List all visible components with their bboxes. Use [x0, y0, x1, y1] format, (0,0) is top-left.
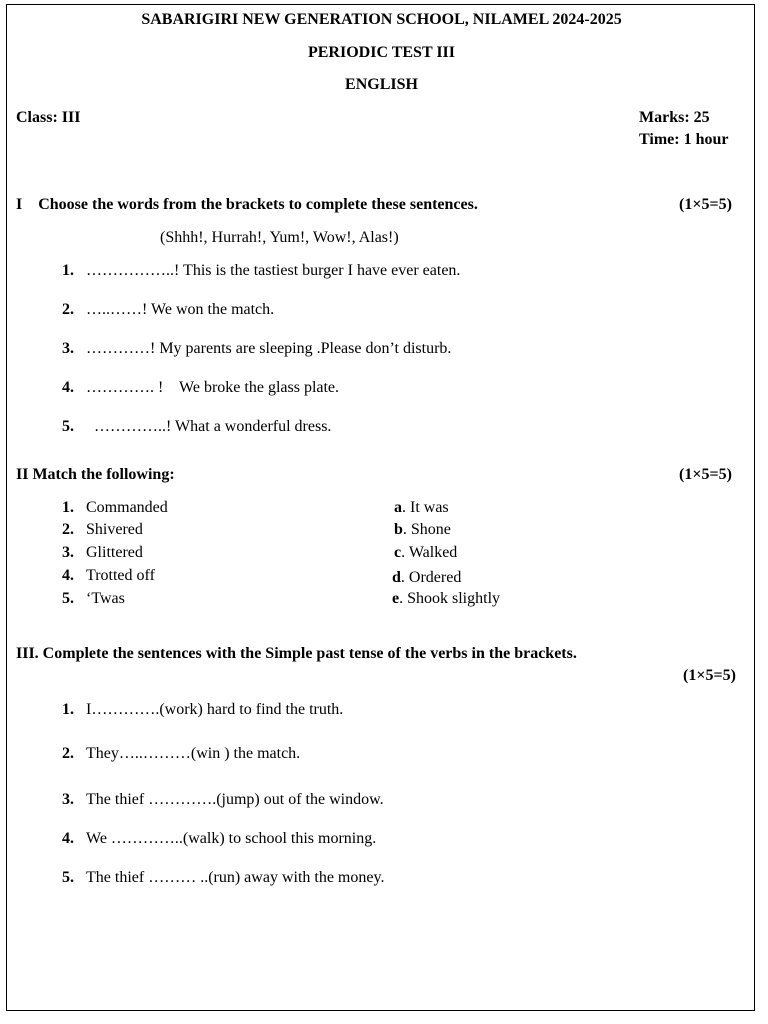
- section-3-marks: (1×5=5): [683, 667, 736, 684]
- item-number: 5.: [62, 590, 74, 607]
- list-item: [62, 745, 301, 762]
- class-label: Class: III: [16, 109, 81, 126]
- item-letter: e: [392, 590, 400, 607]
- item-text: ‘Twas: [86, 590, 125, 607]
- list-item: [62, 262, 461, 279]
- item-letter: a: [394, 499, 402, 516]
- item-letter: d: [392, 569, 401, 586]
- item-number: 4.: [62, 379, 74, 396]
- item-number: 4.: [62, 830, 74, 847]
- section-1-options: (Shhh!, Hurrah!, Yum!, Wow!, Alas!): [160, 229, 399, 246]
- item-number: 4.: [62, 567, 74, 584]
- section-2-marks: (1×5=5): [679, 466, 732, 483]
- item-text: …………..! What a wonderful dress.: [94, 418, 332, 435]
- item-number: 3.: [62, 544, 74, 561]
- match-right-item: [392, 591, 500, 607]
- item-text: …………! My parents are sleeping .Please don’t disturb.: [86, 340, 452, 357]
- item-number: 3.: [62, 791, 74, 808]
- item-letter: c: [394, 544, 402, 561]
- item-letter: b: [394, 521, 403, 538]
- item-number: 1.: [62, 262, 74, 279]
- list-item: [62, 791, 384, 808]
- time-label: Time: 1 hour: [639, 131, 729, 148]
- item-text: Commanded: [86, 499, 168, 516]
- match-left-item: [62, 521, 143, 538]
- item-text: The thief ……… ..(run) away with the money.: [86, 869, 385, 886]
- item-text: . Shook slightly: [399, 590, 501, 607]
- item-text: . Shone: [402, 521, 451, 538]
- item-text: I………….(work) hard to find the truth.: [86, 701, 344, 718]
- match-left-item: [62, 590, 125, 607]
- item-number: 1.: [62, 701, 74, 718]
- item-text: . It was: [402, 499, 449, 516]
- match-left-item: [62, 567, 155, 584]
- marks-label: Marks: 25: [639, 109, 710, 126]
- match-right-item: [394, 522, 451, 538]
- list-item: [62, 340, 452, 357]
- school-title: SABARIGIRI NEW GENERATION SCHOOL, NILAMEL 2024-2025: [141, 11, 622, 28]
- list-item: [62, 830, 377, 847]
- match-right-item: [394, 500, 449, 516]
- item-text: Shivered: [86, 521, 143, 538]
- section-1-marks: (1×5=5): [679, 196, 732, 213]
- item-text: Glittered: [86, 544, 143, 561]
- item-text: The thief ………….(jump) out of the window.: [86, 791, 384, 808]
- match-right-item: [392, 570, 461, 586]
- section-2-title: II Match the following:: [16, 466, 175, 483]
- item-text: …..……! We won the match.: [86, 301, 275, 318]
- item-text: We …………..(walk) to school this morning.: [86, 830, 377, 847]
- list-item: [62, 301, 275, 318]
- match-left-item: [62, 544, 143, 561]
- list-item: [62, 701, 344, 718]
- test-title: PERIODIC TEST III: [307, 44, 456, 61]
- item-number: 5.: [62, 869, 74, 886]
- exam-page: [6, 4, 755, 1011]
- section-1-title: I Choose the words from the brackets to complete these sentences.: [16, 196, 478, 213]
- item-text: . Ordered: [400, 569, 462, 586]
- item-text: They…..………(win ) the match.: [86, 745, 301, 762]
- item-text: . Walked: [401, 544, 458, 561]
- item-number: 2.: [62, 745, 74, 762]
- match-left-item: [62, 499, 168, 516]
- section-3-title: III. Complete the sentences with the Simple past tense of the verbs in the brackets.: [16, 645, 577, 662]
- list-item: [62, 869, 385, 886]
- item-number: 1.: [62, 499, 74, 516]
- subject-title: ENGLISH: [345, 76, 418, 93]
- item-number: 5.: [62, 418, 74, 435]
- item-text: Trotted off: [86, 567, 155, 584]
- list-item: [62, 379, 340, 396]
- item-number: 2.: [62, 521, 74, 538]
- item-text: ……………..! This is the tastiest burger I have ever eaten.: [86, 262, 461, 279]
- item-number: 2.: [62, 301, 74, 318]
- match-right-item: [394, 545, 457, 561]
- list-item: [62, 418, 332, 435]
- item-text: …………. ! We broke the glass plate.: [86, 379, 340, 396]
- item-number: 3.: [62, 340, 74, 357]
